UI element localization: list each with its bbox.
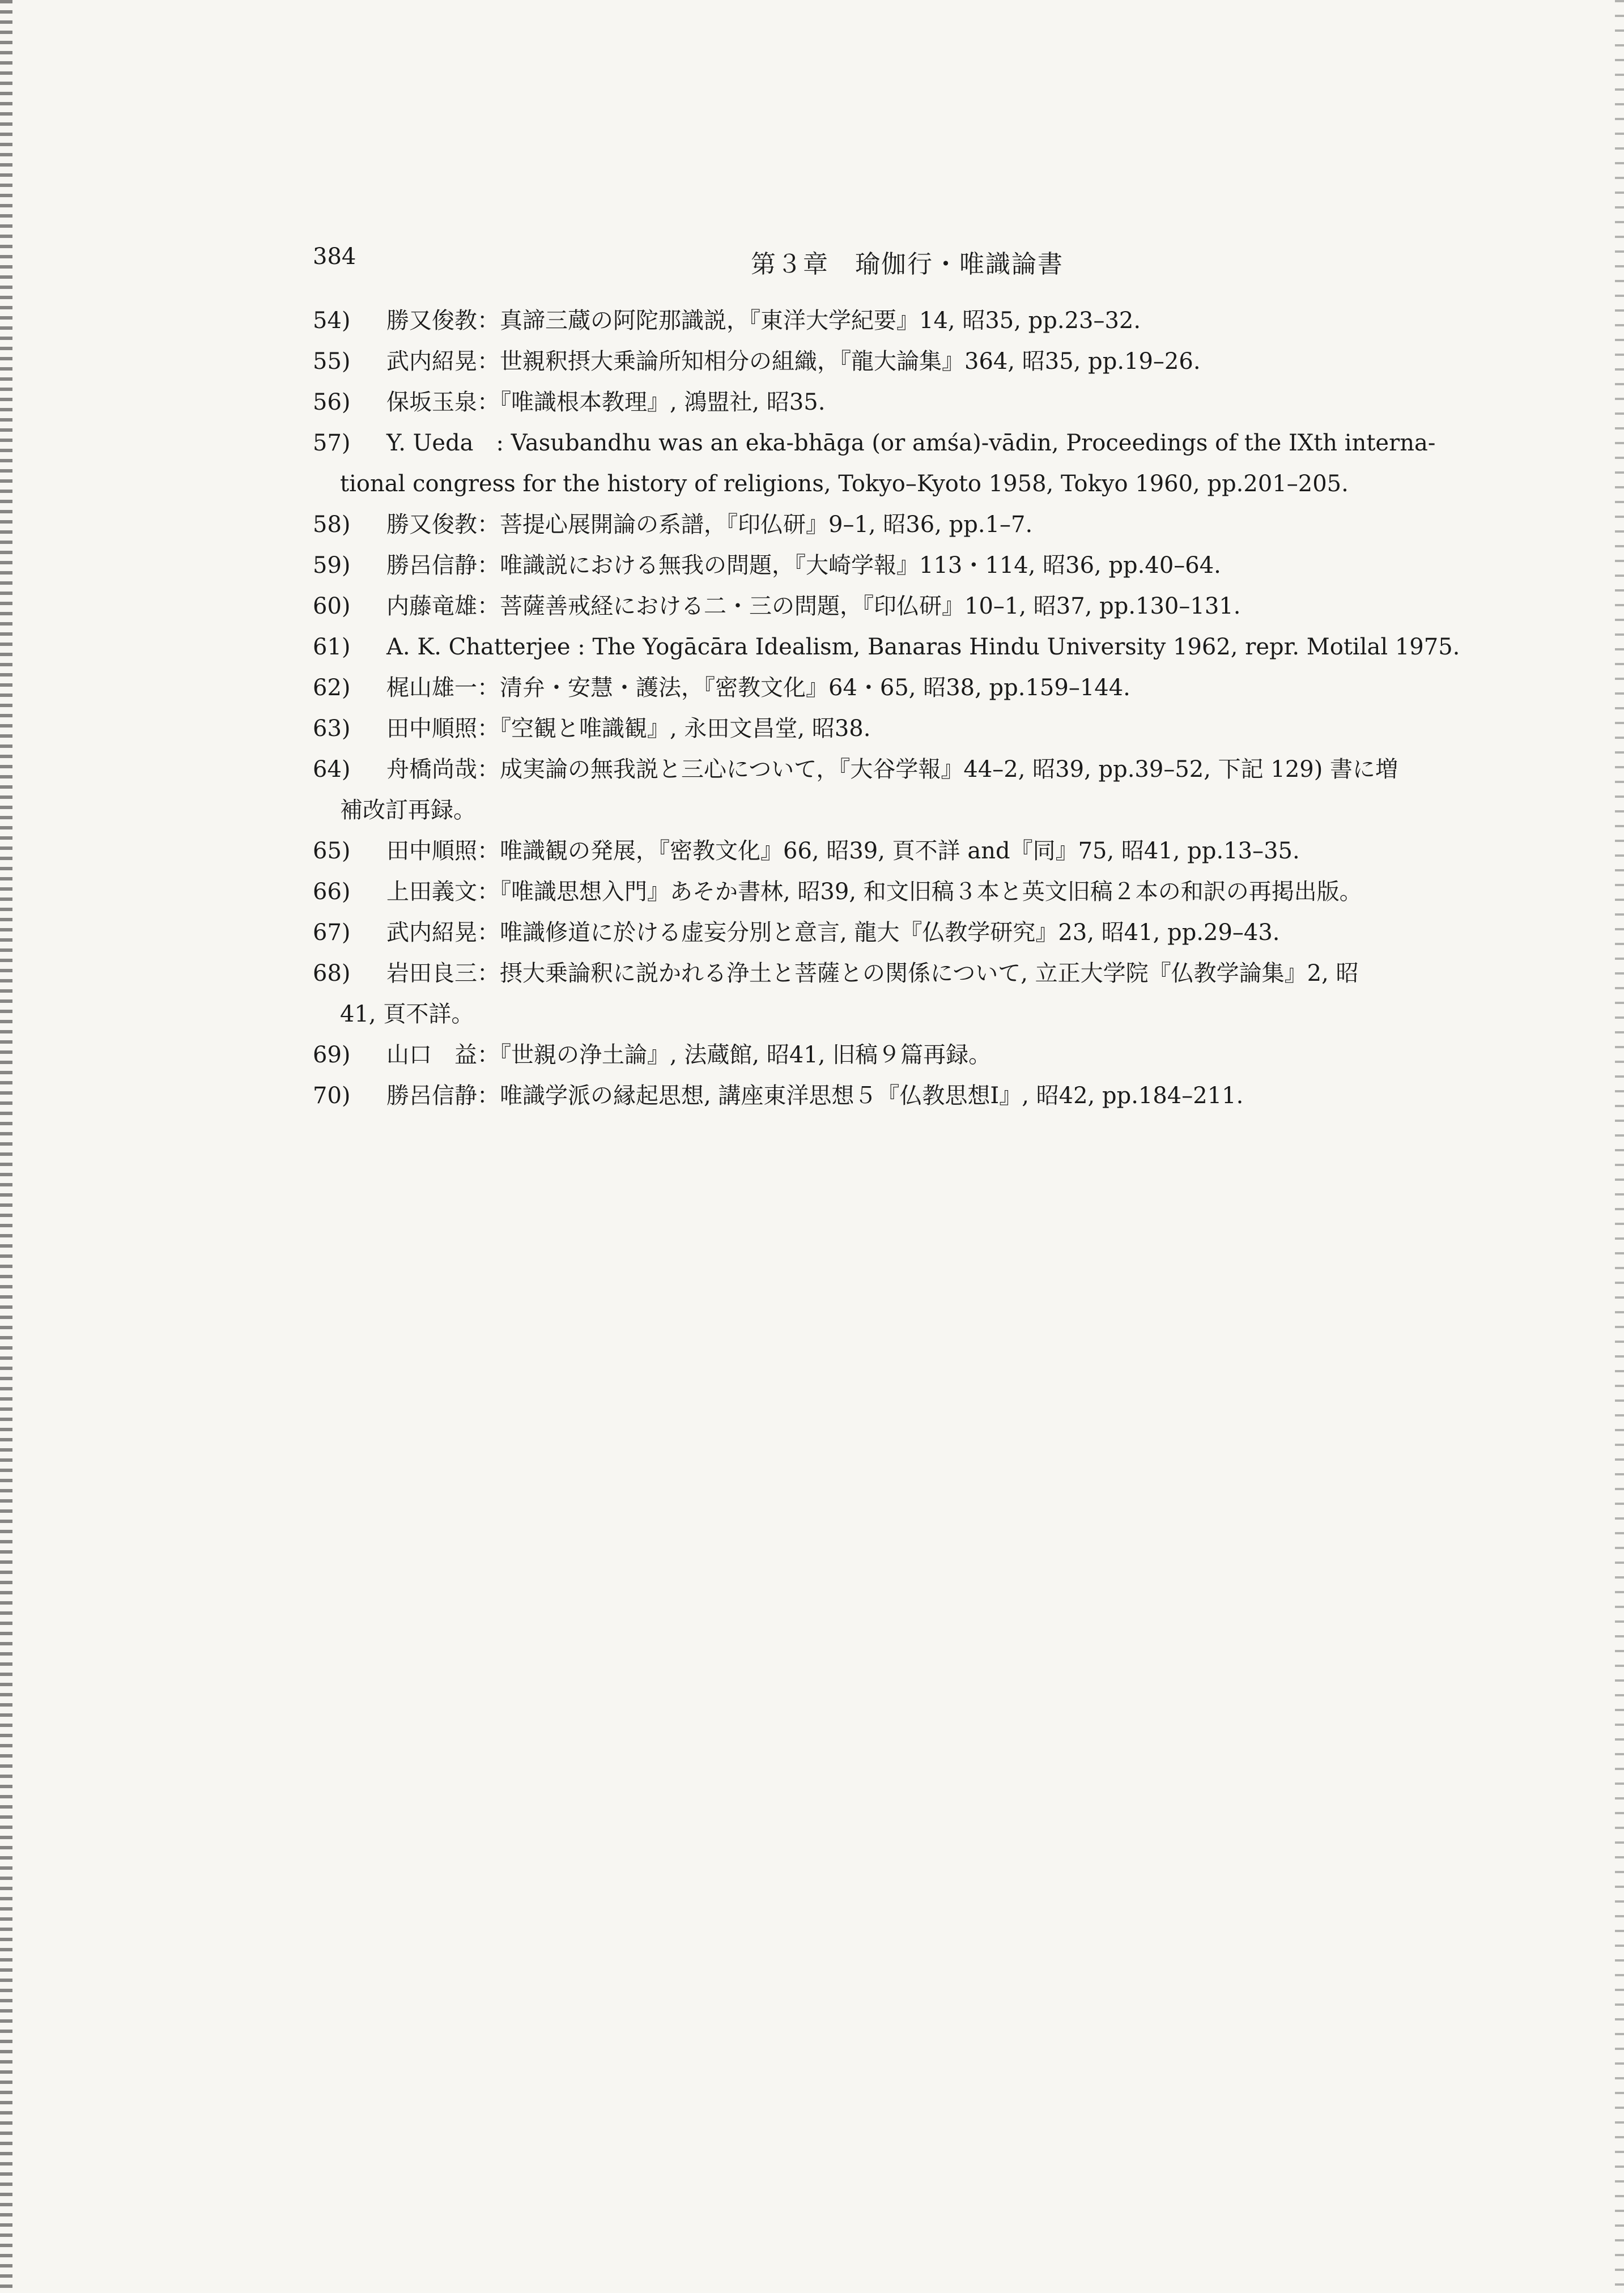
scan-edge-left xyxy=(0,0,12,2293)
entry-number: 68) xyxy=(313,960,351,986)
entry-text: Y. Ueda : Vasubandhu was an eka-bhāga (or amśa)-vādin, Proceedings of the IXth interna- xyxy=(386,430,1436,456)
entry-text: 勝呂信静：唯識学派の縁起思想, 講座東洋思想５『仏教思想Ⅰ』, 昭42, pp.184–211. xyxy=(386,1083,1244,1109)
entry-text-continuation: tional congress for the history of religions, Tokyo–Kyoto 1958, Tokyo 1960, pp.201–205. xyxy=(340,471,1349,497)
entry-text: 田中順照：『空観と唯識観』, 永田文昌堂, 昭38. xyxy=(386,716,871,742)
bibliography-entry xyxy=(313,953,1491,1035)
entry-text: 内藤竜雄：菩薩善戒経における二・三の問題，『印仏研』10–1, 昭37, pp.130–131. xyxy=(386,593,1241,619)
entry-number: 65) xyxy=(313,838,351,864)
entry-number: 70) xyxy=(313,1083,351,1109)
entry-text: 山口 益：『世親の浄土論』, 法蔵館, 昭41, 旧稿９篇再録。 xyxy=(386,1042,992,1068)
running-header: 第３章 瑜伽行・唯識論書 xyxy=(751,250,1064,279)
bibliography-list xyxy=(313,300,1491,1116)
entry-text: 岩田良三：摂大乗論釈に説かれる浄土と菩薩との関係について, 立正大学院『仏教学論集』2, 昭 xyxy=(386,960,1359,986)
bibliography-entry xyxy=(313,1035,1491,1075)
entry-number: 59) xyxy=(313,552,351,578)
entry-text: 勝又俊教：菩提心展開論の系譜，『印仏研』9–1, 昭36, pp.1–7. xyxy=(386,512,1033,538)
bibliography-entry xyxy=(313,627,1491,667)
entry-number: 63) xyxy=(313,716,351,742)
bibliography-entry xyxy=(313,382,1491,423)
entry-text: 田中順照：唯識観の発展，『密教文化』66, 昭39, 頁不詳 and『同』75, 昭41, pp.13–35. xyxy=(386,838,1300,864)
bibliography-entry xyxy=(313,912,1491,953)
entry-number: 64) xyxy=(313,756,351,782)
entry-text: 武内紹晃：唯識修道に於ける虚妄分別と意言, 龍大『仏教学研究』23, 昭41, pp.29–43. xyxy=(386,920,1280,946)
entry-number: 54) xyxy=(313,308,351,334)
entry-text: 勝呂信静：唯識説における無我の問題，『大崎学報』113・114, 昭36, pp.40–64. xyxy=(386,552,1221,578)
entry-text-continuation: 41, 頁不詳。 xyxy=(340,1001,474,1027)
page-number: 384 xyxy=(313,244,356,270)
bibliography-entry xyxy=(313,831,1491,871)
entry-text: 勝又俊教：真諦三蔵の阿陀那識説，『東洋大学紀要』14, 昭35, pp.23–32. xyxy=(386,308,1141,334)
entry-text: 上田義文：『唯識思想入門』あそか書林, 昭39, 和文旧稿３本と英文旧稿２本の和訳の再掲出版。 xyxy=(386,879,1362,905)
entry-number: 67) xyxy=(313,920,351,946)
bibliography-entry xyxy=(313,586,1491,627)
entry-number: 69) xyxy=(313,1042,351,1068)
bibliography-entry xyxy=(313,423,1491,504)
entry-text: 武内紹晃：世親釈摂大乗論所知相分の組織，『龍大論集』364, 昭35, pp.19–26. xyxy=(386,348,1201,375)
entry-text: 舟橋尚哉：成実論の無我説と三心について，『大谷学報』44–2, 昭39, pp.39–52, 下記 129) 書に増 xyxy=(386,756,1398,782)
entry-text: 保坂玉泉：『唯識根本教理』, 鴻盟社, 昭35. xyxy=(386,389,826,415)
entry-text: 梶山雄一：清弁・安慧・護法，『密教文化』64・65, 昭38, pp.159–144. xyxy=(386,675,1130,701)
bibliography-entry xyxy=(313,667,1491,708)
entry-number: 62) xyxy=(313,675,351,701)
entry-number: 55) xyxy=(313,348,351,375)
entry-number: 58) xyxy=(313,512,351,538)
bibliography-entry xyxy=(313,504,1491,545)
bibliography-entry xyxy=(313,545,1491,586)
bibliography-entry xyxy=(313,749,1491,831)
bibliography-entry xyxy=(313,871,1491,912)
entry-number: 61) xyxy=(313,634,351,660)
entry-number: 60) xyxy=(313,593,351,619)
entry-text-continuation: 補改訂再録。 xyxy=(340,797,476,823)
bibliography-entry xyxy=(313,1075,1491,1116)
bibliography-entry xyxy=(313,341,1491,382)
entry-number: 57) xyxy=(313,430,351,456)
bibliography-entry xyxy=(313,300,1491,341)
entry-text: A. K. Chatterjee : The Yogācāra Idealism, Banaras Hindu University 1962, repr. Motilal 1975. xyxy=(386,634,1460,660)
scan-edge-right xyxy=(1615,0,1624,2293)
entry-number: 66) xyxy=(313,879,351,905)
entry-number: 56) xyxy=(313,389,351,415)
bibliography-entry xyxy=(313,708,1491,749)
